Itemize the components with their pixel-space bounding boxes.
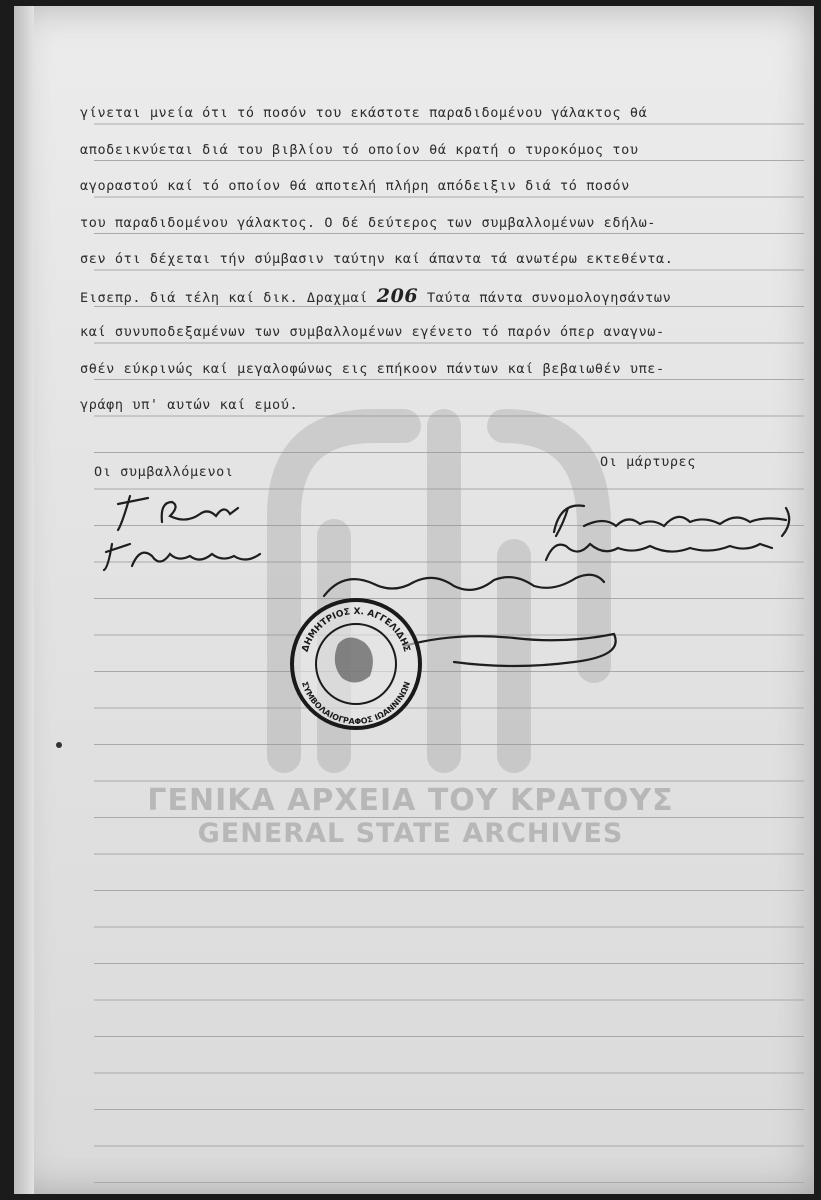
witnesses-label: Οι μάρτυρες [600,454,697,470]
body-line: γίνεται μνεία ότι τό ποσόν του εκάστοτε παραδιδομένου γάλακτος θά [80,105,648,121]
body-line: σεν ότι δέχεται τήν σύμβασιν ταύτην καί άπαντα τά ανωτέρω εκτεθέντα. [80,251,674,267]
fee-amount: 206 [376,284,419,307]
watermark-greek: ΓΕΝΙΚΑ ΑΡΧΕΙΑ ΤΟΥ ΚΡΑΤΟΥΣ [147,783,674,818]
body-line: καί συνυποδεξαμένων των συμβαλλομένων εγένετο τό παρόν όπερ αναγνω- [80,324,665,340]
fee-line [80,281,780,318]
document-body [80,98,780,427]
body-line: του παραδιδομένου γάλακτος. Ο δέ δεύτερος των συμβαλλομένων εδήλω- [80,214,657,231]
document-page [14,6,814,1194]
body-line: αποδεικνύεται διά του βιβλίου τό οποίον θά κρατή ο τυροκόμος του [80,141,639,158]
stamp-bottom-text: ΣΥΜΒΟΛΑΙΟΓΡΑΦΟΣ ΙΩΑΝΝΙΝΩΝ [299,680,413,727]
fee-line-tail: Ταύτα πάντα συνομολογησάντων [426,289,672,306]
body-line: αγοραστού καί τό οποίον θά αποτελή πλήρη απόδειξιν διά τό ποσόν [80,178,630,194]
watermark-english: GENERAL STATE ARCHIVES [197,818,624,849]
contracting-parties-label: Οι συμβαλλόμενοι [94,464,234,480]
body-line: γράφη υπ' αυτών καί εμού. [80,397,299,413]
stamp-top-text: ΔΗΜΗΤΡΙΟΣ Χ. ΑΓΓΕΛΙΔΗΣ [300,606,412,654]
ink-dot [56,742,62,748]
notary-stamp [286,594,426,734]
witness-signatures [524,492,804,572]
body-line: σθέν εύκρινώς καί μεγαλοφώνως εις επήκοον πάντων καί βεβαιωθέν υπε- [80,360,665,377]
contracting-party-signatures [100,484,270,574]
fee-line-prefix: Εισεπρ. διά τέλη καί δικ. Δραχμαί [80,289,369,306]
